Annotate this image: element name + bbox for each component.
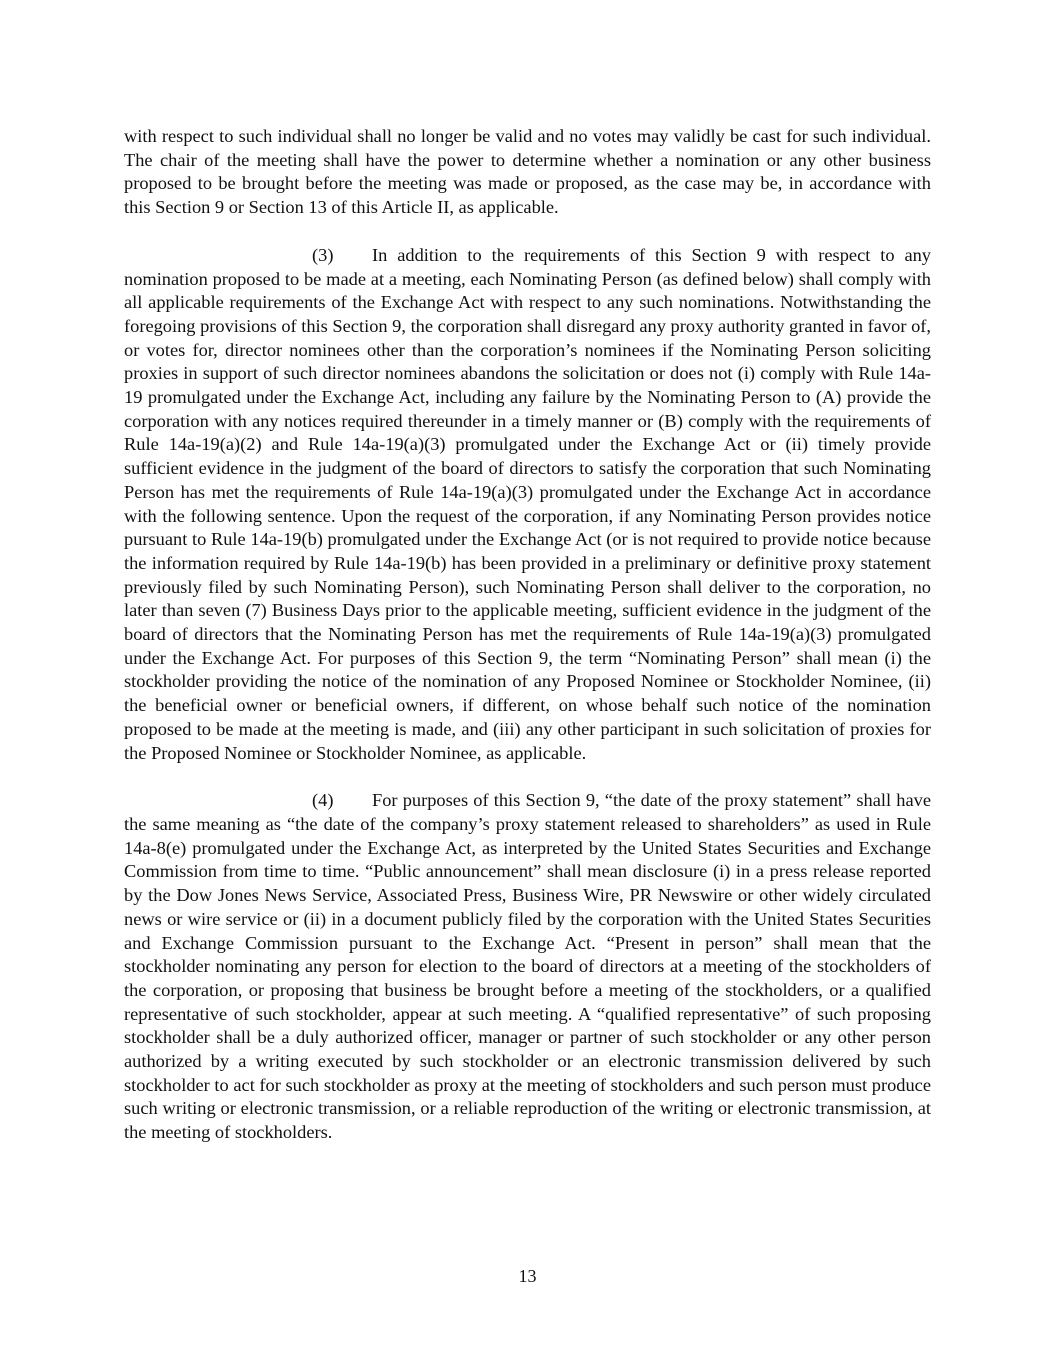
page-number: 13	[518, 1266, 537, 1286]
paragraph-text: For purposes of this Section 9, “the date of the proxy statement” shall have the same meaning as “the date of the company’s proxy statement released to shareholders” as used in Rule 14a-8(e) promulgated under the Exchange Act, as interpreted by the United States Securities and Exchange Commission from time to time. “Public announcement” shall mean disclosure (i) in a press release reported by the Dow Jones News Service, Associated Press, Business Wire, PR Newswire or other widely circulated news or wire service or (ii) in a document publicly filed by the corporation with the United States Securities and Exchange Commission pursuant to the Exchange Act. “Present in person” shall mean that the stockholder nominating any person for election to the board of directors at a meeting of the stockholders of the corporation, or proposing that business be brought before a meeting of the stockholders, or a qualified representative of such stockholder, appear at such meeting. A “qualified representative” of such proposing stockholder shall be a duly authorized officer, manager or partner of such stockholder or any other person authorized by a writing executed by such stockholder or an electronic transmission delivered by such stockholder to act for such stockholder as proxy at the meeting of stockholders and such person must produce such writing or electronic transmission, or a reliable reproduction of the writing or electronic transmission, at the meeting of stockholders.	[124, 790, 931, 1143]
paragraph-number: (4)	[312, 790, 334, 811]
paragraph-text: In addition to the requirements of this Section 9 with respect to any nomination proposed to be made at a meeting, each Nominating Person (as defined below) shall comply with all applicable requirements of the Exchange Act with respect to any such nominations. Notwithstanding the foregoing provisions of this Section 9, the corporation shall disregard any proxy authority granted in favor of, or votes for, director nominees other than the corporation’s nominees if the Nominating Person soliciting proxies in support of such director nominees abandons the solicitation or does not (i) comply with Rule 14a-19 promulgated under the Exchange Act, including any failure by the Nominating Person to (A) provide the corporation with any notices required thereunder in a timely manner or (B) comply with the requirements of Rule 14a-19(a)(2) and Rule 14a-19(a)(3) promulgated under the Exchange Act or (ii) timely provide sufficient evidence in the judgment of the board of directors to satisfy the corporation that such Nominating Person has met the requirements of Rule 14a-19(a)(3) promulgated under the Exchange Act in accordance with the following sentence. Upon the request of the corporation, if any Nominating Person provides notice pursuant to Rule 14a-19(b) promulgated under the Exchange Act (or is not required to provide notice because the information required by Rule 14a-19(b) has been provided in a preliminary or definitive proxy statement previously filed by such Nominating Person), such Nominating Person shall deliver to the corporation, no later than seven (7) Business Days prior to the applicable meeting, sufficient evidence in the judgment of the board of directors that the Nominating Person has met the requirements of Rule 14a-19(a)(3) promulgated under the Exchange Act. For purposes of this Section 9, the term “Nominating Person” shall mean (i) the stockholder providing the notice of the nomination of any Proposed Nominee or Stockholder Nominee, (ii) the beneficial owner or beneficial owners, if different, on whose behalf such notice of the nomination proposed to be made at the meeting is made, and (iii) any other participant in such solicitation of proxies for the Proposed Nominee or Stockholder Nominee, as applicable.	[124, 244, 931, 763]
paragraph-number: (3)	[312, 244, 334, 265]
paragraph-3	[124, 244, 931, 765]
paragraph-4	[124, 789, 931, 1145]
paragraph-continuation	[124, 125, 931, 220]
paragraph-text: with respect to such individual shall no longer be valid and no votes may validly be cast for such individual. The chair of the meeting shall have the power to determine whether a nomination or any other business proposed to be brought before the meeting was made or proposed, as the case may be, in accordance with this Section 9 or Section 13 of this Article II, as applicable.	[124, 126, 931, 218]
body-text	[124, 125, 931, 1169]
